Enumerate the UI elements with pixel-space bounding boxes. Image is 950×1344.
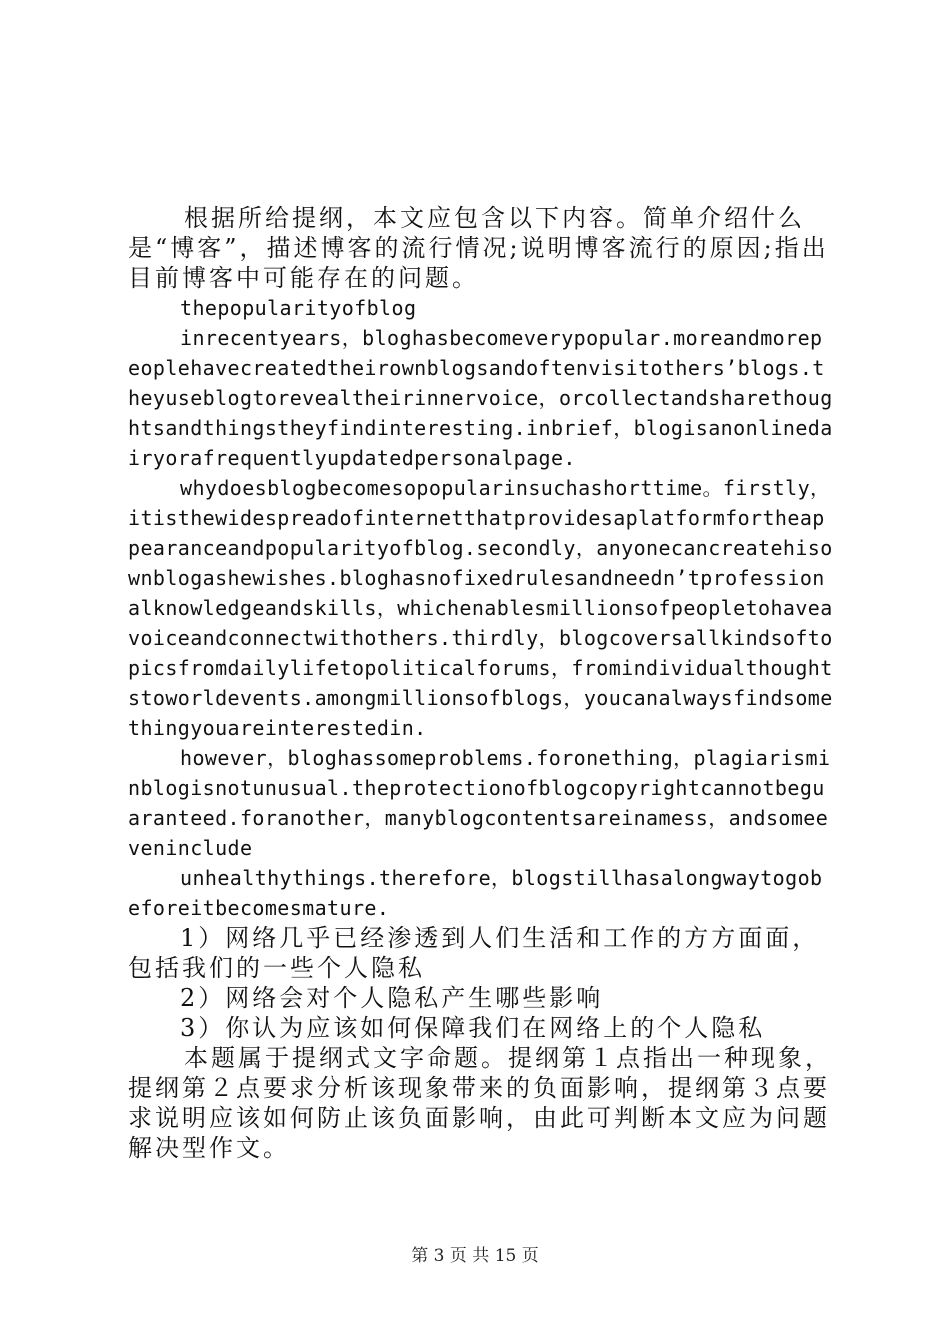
analysis-paragraph: 本题属于提纲式文字命题。提纲第１点指出一种现象，提纲第２点要求分析该现象带来的负面影响，提纲第３点要求说明应该如何防止该负面影响，由此可判断本文应为问题解决型作文。 xyxy=(128,1044,832,1162)
essay-paragraph-2: whydoesblogbecomesopopularinsuchashorttime。firstly，itisthewidespreadofinternetthatprovidesaplatformfortheappearanceandpopularityofblog.secondly，anyonecancreatehisownblogashewishes.bloghasnofixedrulesandneedn’tprofessionalknowledgeandskills，whichenablesmillionsofpeopletohaveavoiceandconnectwithothers.thirdly，blogcoversallkindsoftopicsfromdailylifetopoliticalforums，fromindividualthoughtstoworldevents.amongmillionsofblogs，youcanalwaysfindsomethingyouareinterestedin. xyxy=(128,476,833,740)
outline-point-3: 3）你认为应该如何保障我们在网络上的个人隐私 xyxy=(180,1014,766,1042)
document-body xyxy=(128,203,834,1163)
outline-point-1: 1）网络几乎已经渗透到人们生活和工作的方方面面，包括我们的一些个人隐私 xyxy=(128,924,820,982)
essay-paragraph-4: unhealthythings.therefore，blogstillhasalongwaytogobeforeitbecomesmature. xyxy=(128,866,823,920)
essay-paragraph-3: however，bloghassomeproblems.foronething，plagiarisminblogisnotunusual.theprotectionofblogcopyrightcannotbeguaranteed.foranother，manyblogcontentsareinamess，andsomeeveninclude xyxy=(128,746,831,860)
essay-title: thepopularityofblog xyxy=(180,296,417,320)
essay-paragraph-1: inrecentyears，bloghasbecomeverypopular.moreandmorepeoplehavecreatedtheirownblogsandoftenvisitothers’blogs.theyuseblogtorevealtheirinnervoice，orcollectandsharethoughtsandthingstheyfindinteresting.inbrief，blogisanonlinedairyorafrequentlyupdatedpersonalpage. xyxy=(128,326,833,470)
page-number-footer: 第 3 页 共 15 页 xyxy=(411,1246,539,1266)
outline-point-2: 2）网络会对个人隐私产生哪些影响 xyxy=(180,984,604,1012)
intro-paragraph: 根据所给提纲，本文应包含以下内容。简单介绍什么是“博客”，描述博客的流行情况;说明博客流行的原因;指出目前博客中可能存在的问题。 xyxy=(128,204,829,292)
